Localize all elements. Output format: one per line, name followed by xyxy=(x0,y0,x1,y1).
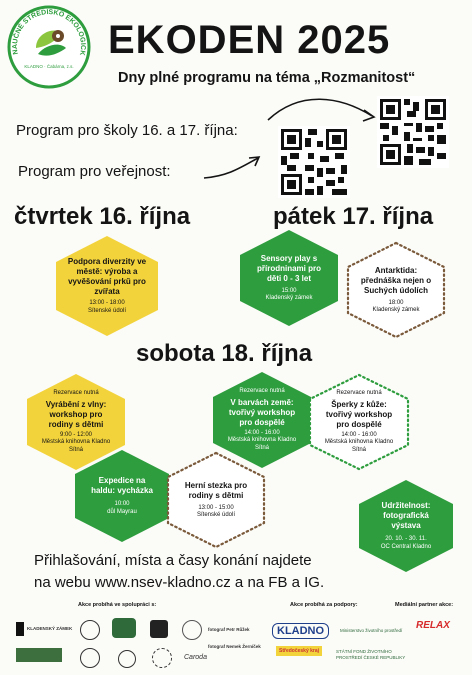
event-time: 14:00 - 16:00 xyxy=(244,429,280,436)
event-card-saturday-expedition[interactable] xyxy=(72,448,172,544)
event-note: Rezervace nutná xyxy=(239,388,285,394)
sponsors-media-label: Mediální partner akce: xyxy=(395,602,454,608)
event-title: Expedice na haldu: vycházka xyxy=(91,476,153,495)
event-place: Městská knihovna Kladno Sítná xyxy=(41,439,111,453)
sponsor-caroda: Caroda xyxy=(184,654,207,661)
program-schools-label: Program pro školy 16. a 17. října: xyxy=(16,122,238,139)
event-note: Rezervace nutná xyxy=(53,390,99,396)
footer-line-1: Přihlašování, místa a časy konání najdete xyxy=(34,552,312,569)
day-saturday-heading: sobota 18. října xyxy=(136,340,313,367)
event-place: OC Central Kladno xyxy=(380,543,432,550)
sponsor-logo-round-2 xyxy=(80,648,100,668)
event-place: Sítenské údolí xyxy=(196,512,236,518)
event-title: Antarktida: přednáška nejen o Suchých údolích xyxy=(360,265,432,295)
sponsor-logo-green-box xyxy=(16,648,62,662)
event-place: důl Mayrau xyxy=(107,508,137,515)
sponsor-logo-kraj: Středočeský kraj xyxy=(276,646,322,656)
sponsor-fund: STÁTNÍ FOND ŽIVOTNÍHO PROSTŘEDÍ ČESKÉ REPUBLIKY xyxy=(336,649,406,660)
qr-code-schools[interactable] xyxy=(377,96,449,168)
event-title: Vyrábění z vlny: workshop pro rodiny s dětmi xyxy=(45,399,107,429)
sponsor-photo-2: fotograf Nemek Žerníček xyxy=(208,644,261,649)
event-card-saturday-leather[interactable] xyxy=(306,372,412,472)
event-place: Městská knihovna Kladno Sítná xyxy=(324,439,394,453)
event-card-friday-antarctica[interactable] xyxy=(344,240,448,340)
event-place: Sítenské údolí xyxy=(87,307,127,314)
sponsors-coop-label: Akce probíhá ve spolupráci s: xyxy=(78,602,157,608)
sponsor-logo-aves xyxy=(182,620,202,640)
event-note: Rezervace nutná xyxy=(336,390,382,396)
sponsor-logo-round-1 xyxy=(80,620,100,640)
qr-code-public[interactable] xyxy=(278,126,350,198)
footer-line-2: na webu www.nsev-kladno.cz a na FB a IG. xyxy=(34,574,325,591)
page-title: EKODEN 2025 xyxy=(108,18,391,62)
sponsor-logo-badge xyxy=(112,618,136,638)
sponsor-logo-round-3 xyxy=(118,650,136,668)
event-title: V barvách země: tvořivý workshop pro dospělé xyxy=(228,397,296,427)
page-subtitle: Dny plné programu na téma „Rozmanitost“ xyxy=(118,70,416,86)
event-time: 10:00 xyxy=(114,501,130,507)
event-title: Šperky z kůže: tvořivý workshop pro dospělé xyxy=(325,399,393,429)
event-title: Udržitelnost: fotografická výstava xyxy=(381,501,431,530)
event-time: 13:00 - 18:00 xyxy=(89,300,125,306)
event-card-exhibition[interactable] xyxy=(356,478,456,574)
sponsor-logo-round-4 xyxy=(152,648,172,668)
event-time: 13:00 - 15:00 xyxy=(198,504,234,511)
event-place: Kladenský zámek xyxy=(372,307,420,313)
sponsor-logo-relax: RELAX xyxy=(416,620,450,631)
event-card-thursday-diversity[interactable] xyxy=(52,234,162,338)
logo-arc-text: NAUČNÉ STŘEDISKO EKOLOGICK xyxy=(11,8,87,56)
event-time: 14:00 - 16:00 xyxy=(341,431,377,438)
sponsors-support-label: Akce probíhá za podpory: xyxy=(290,602,358,608)
event-title: Sensory play s přírodninami pro děti 0 - 3 let xyxy=(257,253,321,283)
event-time: 18:00 xyxy=(388,299,404,306)
program-public-label: Program pro veřejnost: xyxy=(18,163,171,180)
event-card-saturday-game-trail[interactable] xyxy=(164,450,268,550)
event-title: Herní stezka pro rodiny s dětmi xyxy=(184,480,248,500)
event-place: Městská knihovna Kladno Sítná xyxy=(227,437,297,451)
event-card-friday-sensory[interactable] xyxy=(236,228,342,328)
sponsor-photo-1: fotograf Petr Růžek xyxy=(208,627,250,632)
event-title: Podpora diverzity ve městě: výroba a vyvěšování prkŭ pro zvířata xyxy=(67,257,147,296)
sponsor-logo-mining xyxy=(150,620,168,638)
event-time: 9:00 - 12:00 xyxy=(59,431,93,438)
event-time: 15:00 xyxy=(281,287,297,294)
sponsor-ministry: Ministerstvo životního prostředí xyxy=(340,628,403,633)
sponsor-logo-kladno: KLADNO xyxy=(272,623,329,639)
day-thursday-heading: čtvrtek 16. října xyxy=(14,203,191,230)
sponsor-logo-kladensky-zamek: KLADENSKÝ ZÁMEK xyxy=(16,622,72,636)
event-place: Kladenský zámek xyxy=(265,295,313,301)
event-time: 20. 10. - 30. 11. xyxy=(385,536,427,542)
day-friday-heading: pátek 17. října xyxy=(273,203,434,230)
logo-center-text: KLADNO · Čabárna, z.s. xyxy=(24,64,74,69)
